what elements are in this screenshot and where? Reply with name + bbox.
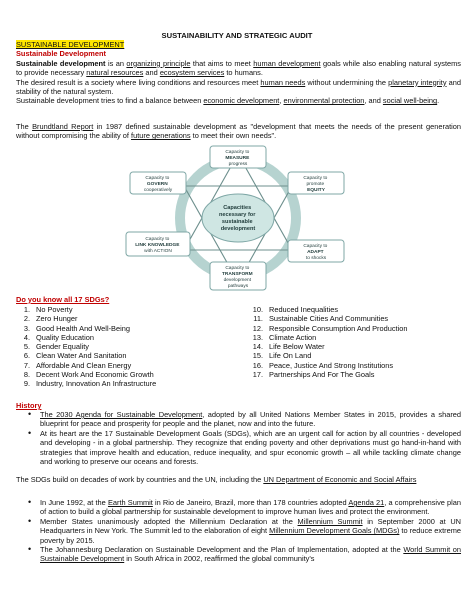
page-title: SUSTAINABILITY AND STRATEGIC AUDIT: [161, 31, 313, 40]
sub-heading: Sustainable Development: [16, 49, 106, 59]
intro-paragraph-3: Sustainable development tries to find a balance between economic development, environmental protection, and social well-being.: [16, 96, 440, 106]
svg-text:Capacity to ADAPT: Capacity to ADAPT to shocks: [303, 244, 328, 261]
sdg-label: Life On Land: [269, 351, 312, 361]
sdg-item: [249, 361, 407, 370]
sdg-number: 9.: [23, 379, 30, 389]
sdg-label: Clean Water And Sanitation: [36, 351, 127, 361]
link-social-well-being[interactable]: social well-being: [382, 96, 438, 106]
link-economic-development[interactable]: economic development: [203, 96, 280, 106]
link-organizing-principle[interactable]: organizing principle: [126, 58, 191, 68]
sdg-number: 14.: [252, 342, 263, 352]
link-wssd[interactable]: World Summit on Sustainable Development: [40, 545, 462, 564]
sdg-label: Industry, Innovation An Infrastructure: [36, 379, 157, 389]
sdg-label: Reduced Inequalities: [269, 305, 339, 314]
diagram-center-label: Capacities necessary for sustainable development: [219, 205, 256, 232]
timeline-bullet-1: • In June 1992, at the Earth Summit in Rio de Janeiro, Brazil, more than 178 countries adopted Agenda 21, a comprehensive plan of action to build a global partnership for sustainable development to improve human lives and protect the environment.: [28, 498, 461, 517]
sdg-label: Quality Education: [36, 332, 94, 342]
link-2030-agenda[interactable]: The 2030 Agenda for Sustainable Development: [40, 410, 203, 419]
svg-text:Capacity to TRANSFORM: Capacity to TRANSFORM development pathways: [222, 266, 253, 289]
sdg-item: [16, 370, 156, 379]
sdg-number: 3.: [23, 323, 30, 333]
history-bullets: [28, 410, 461, 466]
sdg-item: [249, 324, 407, 333]
link-planetary-integrity[interactable]: planetary integrity: [388, 77, 447, 87]
sdg-label: Climate Action: [269, 332, 317, 342]
brundtland-paragraph: The Brundtland Report in 1987 defined sustainable development as "development that meets the needs of the present generation without compromising the ability of future generations to meet their own needs".: [16, 122, 461, 141]
node-link-knowledge: [126, 232, 190, 256]
section-heading: SUSTAINABLE DEVELOPMENT: [16, 40, 125, 49]
svg-text:Capacity to GOVERN: Capacity to GOVERN cooperatively: [143, 176, 173, 193]
link-environmental-protection[interactable]: environmental protection: [283, 96, 365, 106]
sdg-item: [16, 333, 156, 342]
sdg-label: Sustainable Cities And Communities: [269, 314, 389, 324]
sdg-item: [16, 361, 156, 370]
timeline-bullet-2: • Member States unanimously adopted the Millennium Declaration at the Millennium Summit in September 2000 at UN Headquarters in New York. The Summit led to the elaboration of eight Millennium Development Goals (MDGs) to reduce extreme poverty by 2015.: [28, 517, 461, 545]
sdg-label: Life Below Water: [269, 342, 325, 352]
sdg-label: Decent Work And Economic Growth: [36, 370, 154, 380]
sdg-heading: Do you know all 17 SDGs?: [16, 295, 110, 304]
history-bullet-2: • At its heart are the 17 Sustainable Development Goals (SDGs), which are an urgent call for action by all countries - developed and developing - in a global partnership. They recognize that ending poverty and other deprivations must go hand-in-hand with strategies that improve health and education, reduce inequality, and spur economic growth – all while tackling climate change and working to preserve our oceans and forests.: [28, 429, 461, 467]
sdg-number: 15.: [252, 351, 263, 361]
link-un-desa[interactable]: UN Department of Economic and Social Affairs: [263, 475, 417, 484]
node-govern: [130, 172, 186, 194]
node-measure: [210, 146, 266, 168]
link-agenda-21[interactable]: Agenda 21: [348, 498, 385, 507]
sdg-item: [249, 342, 407, 351]
link-earth-summit[interactable]: Earth Summit: [107, 498, 153, 507]
sdg-item: [249, 351, 407, 360]
link-brundtland-report[interactable]: Brundtland Report: [32, 122, 94, 131]
intro-paragraph-1: Sustainable development is an organizing principle that aims to meet human development goals while also enabling natural systems to provide necessary natural resources and ecosystem services to humans.: [16, 58, 461, 78]
sdg-number: 8.: [23, 370, 30, 380]
sdg-label: Affordable And Clean Energy: [36, 360, 132, 370]
timeline-bullets: [28, 498, 461, 564]
sdg-number: 4.: [23, 332, 30, 342]
svg-text:Capacity to promote: Capacity to promote EQUITY: [303, 176, 328, 193]
sdg-item: [16, 314, 156, 323]
svg-text:Capacity to LINK KNOWL: Capacity to LINK KNOWLEDGE with ACTION: [135, 237, 180, 254]
sdg-item: [249, 370, 407, 379]
diagram-center: [202, 194, 274, 242]
sdg-lists: [16, 305, 461, 389]
sdg-label: No Poverty: [36, 305, 73, 314]
sdg-item: [16, 324, 156, 333]
sdg-number: 5.: [23, 342, 30, 352]
sdg-number: 11.: [253, 314, 263, 324]
sdg-label: Zero Hunger: [36, 314, 78, 324]
timeline-bullet-3: • The Johannesburg Declaration on Sustainable Development and the Plan of Implementation, adopted at the World Summit on Sustainable Development in South Africa in 2002, reaffirmed the global community's: [28, 545, 461, 564]
sdg-number: 2.: [23, 314, 30, 324]
sdg-number: 10.: [252, 305, 263, 314]
sdg-label: Responsible Consumption And Production: [269, 323, 408, 333]
sdg-item: [16, 379, 156, 388]
link-millennium-summit[interactable]: Millennium Summit: [297, 516, 363, 526]
history-heading: History: [16, 401, 42, 410]
sdg-label: Partnerships And For The Goals: [269, 370, 375, 380]
intro-paragraph-2: The desired result is a society where living conditions and resources meet human needs without undermining the planetary integrity and stability of the natural system.: [16, 77, 461, 97]
sdgs-build-paragraph: The SDGs build on decades of work by countries and the UN, including the UN Department of Economic and Social Affairs: [16, 475, 417, 484]
link-human-development[interactable]: human development: [253, 58, 321, 68]
node-transform: [210, 262, 266, 290]
sdg-item: [16, 351, 156, 360]
sdg-item: [249, 305, 407, 314]
sdg-number: 1.: [23, 305, 30, 314]
sdg-item: [249, 314, 407, 323]
link-human-needs[interactable]: human needs: [260, 77, 306, 87]
svg-text:Capacity to MEASURE: Capacity to MEASURE progress: [225, 150, 250, 167]
sdg-item: [16, 342, 156, 351]
node-equity: [288, 172, 344, 194]
history-bullet-1: • The 2030 Agenda for Sustainable Development, adopted by all United Nations Member States in 2015, provides a shared blueprint for peace and prosperity for people and the planet, now and into the future.: [28, 410, 461, 429]
link-natural-resources[interactable]: natural resources: [86, 68, 144, 78]
link-ecosystem-services[interactable]: ecosystem services: [159, 68, 225, 78]
sdg-list-left: [16, 305, 156, 389]
sdg-item: [16, 305, 156, 314]
sdg-number: 7.: [23, 360, 30, 370]
sdg-list-right: [249, 305, 407, 379]
sdg-number: 17.: [252, 370, 263, 380]
sdg-label: Good Health And Well-Being: [36, 323, 130, 333]
sdg-number: 13.: [252, 332, 263, 342]
sdg-label: Gender Equality: [36, 342, 89, 352]
link-mdgs[interactable]: Millennium Development Goals (MDGs): [269, 526, 400, 536]
sdg-item: [249, 333, 407, 342]
sdg-number: 16.: [252, 360, 263, 370]
intro-section: [16, 40, 461, 106]
capacities-diagram: [120, 144, 356, 292]
sdg-number: 12.: [252, 323, 263, 333]
sdg-number: 6.: [23, 351, 30, 361]
link-future-generations[interactable]: future generations: [131, 131, 191, 141]
sdg-label: Peace, Justice And Strong Institutions: [269, 360, 394, 370]
node-adapt: [288, 240, 344, 262]
